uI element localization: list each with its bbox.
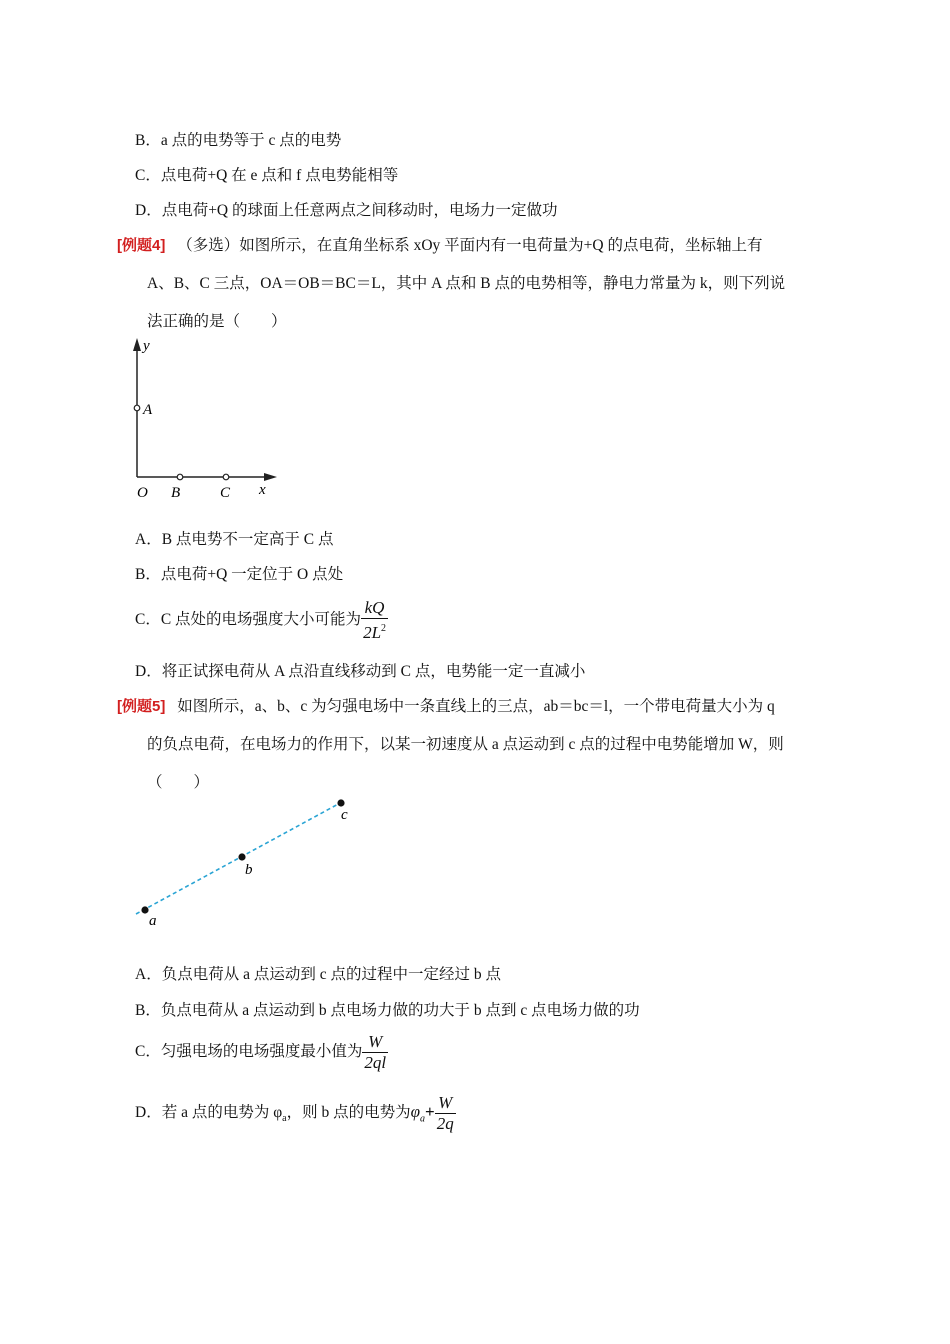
example4-option-b: B．点电荷+Q 一定位于 O 点处 [135, 566, 344, 583]
point-a-marker [134, 405, 140, 411]
fraction-denominator: 2ql [364, 1053, 387, 1072]
q3-option-d: D．点电荷+Q 的球面上任意两点之间移动时，电场力一定做功 [135, 202, 558, 219]
example4-stem-line1 [117, 233, 762, 255]
phi-subscript: a [420, 1113, 426, 1125]
point-b-marker [177, 474, 183, 480]
point-a-label: a [149, 913, 157, 929]
point-c-dot [337, 799, 344, 806]
point-a-label: A [143, 402, 153, 418]
point-b-label: B [171, 485, 181, 501]
denominator-base: 2L [363, 623, 382, 642]
denominator-exponent: 2 [381, 623, 387, 634]
example4-stem-line3: 法正确的是（ ） [147, 313, 287, 330]
example4-option-a: A．B 点电势不一定高于 C 点 [135, 531, 334, 548]
x-axis-label: x [259, 482, 266, 498]
example5-option-c [135, 1032, 388, 1073]
example5-option-d-text: D．若 a 点的电势为 φ [135, 1104, 283, 1122]
example5-option-a: A．负点电荷从 a 点运动到 c 点的过程中一定经过 b 点 [135, 966, 501, 983]
q3-option-c: C．点电荷+Q 在 e 点和 f 点电势能相等 [135, 167, 399, 184]
fraction-numerator: W [362, 1032, 388, 1053]
point-c-label: c [341, 807, 348, 823]
point-b-label: b [245, 862, 253, 878]
phi-char: φ [410, 1102, 421, 1122]
point-c-marker [223, 474, 229, 480]
fraction-numerator: kQ [361, 598, 388, 619]
example5-option-d-mid: ，则 b 点的电势为 [286, 1104, 411, 1122]
fraction-denominator: 2q [436, 1114, 454, 1133]
example5-option-b: B．负点电荷从 a 点运动到 b 点电场力做的功大于 b 点到 c 点电场力做的功 [135, 1002, 640, 1019]
example4-option-c [135, 598, 388, 643]
origin-label: O [137, 485, 148, 501]
example4-option-c-text: C．C 点处的电场强度大小可能为 [135, 611, 362, 629]
example4-option-c-fraction [361, 598, 388, 643]
point-b-dot [238, 853, 245, 860]
example4-coordinate-figure [125, 335, 285, 505]
q3-option-b: B．a 点的电势等于 c 点的电势 [135, 132, 342, 149]
example5-stem-line3: （ ） [147, 774, 210, 791]
example4-option-d: D．将正试探电荷从 A 点沿直线移动到 C 点，电势能一定一直减小 [135, 663, 586, 680]
example4-stem-line2: A、B、C 三点，OA＝OB＝BC＝L，其中 A 点和 B 点的电势相等，静电力常量为 k，则下列说 [147, 275, 786, 292]
example5-option-d [135, 1093, 456, 1134]
example4-stem-text1: （多选）如图所示，在直角坐标系 xOy 平面内有一电荷量为+Q 的点电荷，坐标轴上有 [177, 237, 763, 254]
fraction-denominator [361, 619, 388, 643]
example5-stem-line1 [117, 694, 775, 716]
fraction-numerator: W [435, 1093, 456, 1114]
example4-tag: [例题4] [117, 237, 166, 254]
phi-symbol [410, 1102, 426, 1125]
example5-tag: [例题5] [117, 698, 166, 715]
example5-option-d-fraction [435, 1093, 456, 1134]
example5-option-c-fraction [362, 1032, 388, 1073]
plus-sign: + [425, 1102, 435, 1122]
y-axis-label: y [143, 338, 150, 354]
point-a-dot [141, 906, 148, 913]
example5-option-c-text: C．匀强电场的电场强度最小值为 [135, 1043, 363, 1061]
example5-stem-line2: 的负点电荷，在电场力的作用下，以某一初速度从 a 点运动到 c 点的过程中电势能增加 W，则 [147, 736, 784, 753]
x-axis-arrow [264, 473, 277, 481]
example5-stem-text1: 如图所示，a、b、c 为匀强电场中一条直线上的三点，ab＝bc＝l，一个带电荷量大小为 q [177, 698, 775, 715]
phi-a-subscript: a [282, 1113, 287, 1125]
point-c-label: C [220, 485, 231, 501]
example5-line-figure [130, 792, 370, 932]
y-axis-arrow [133, 338, 141, 351]
